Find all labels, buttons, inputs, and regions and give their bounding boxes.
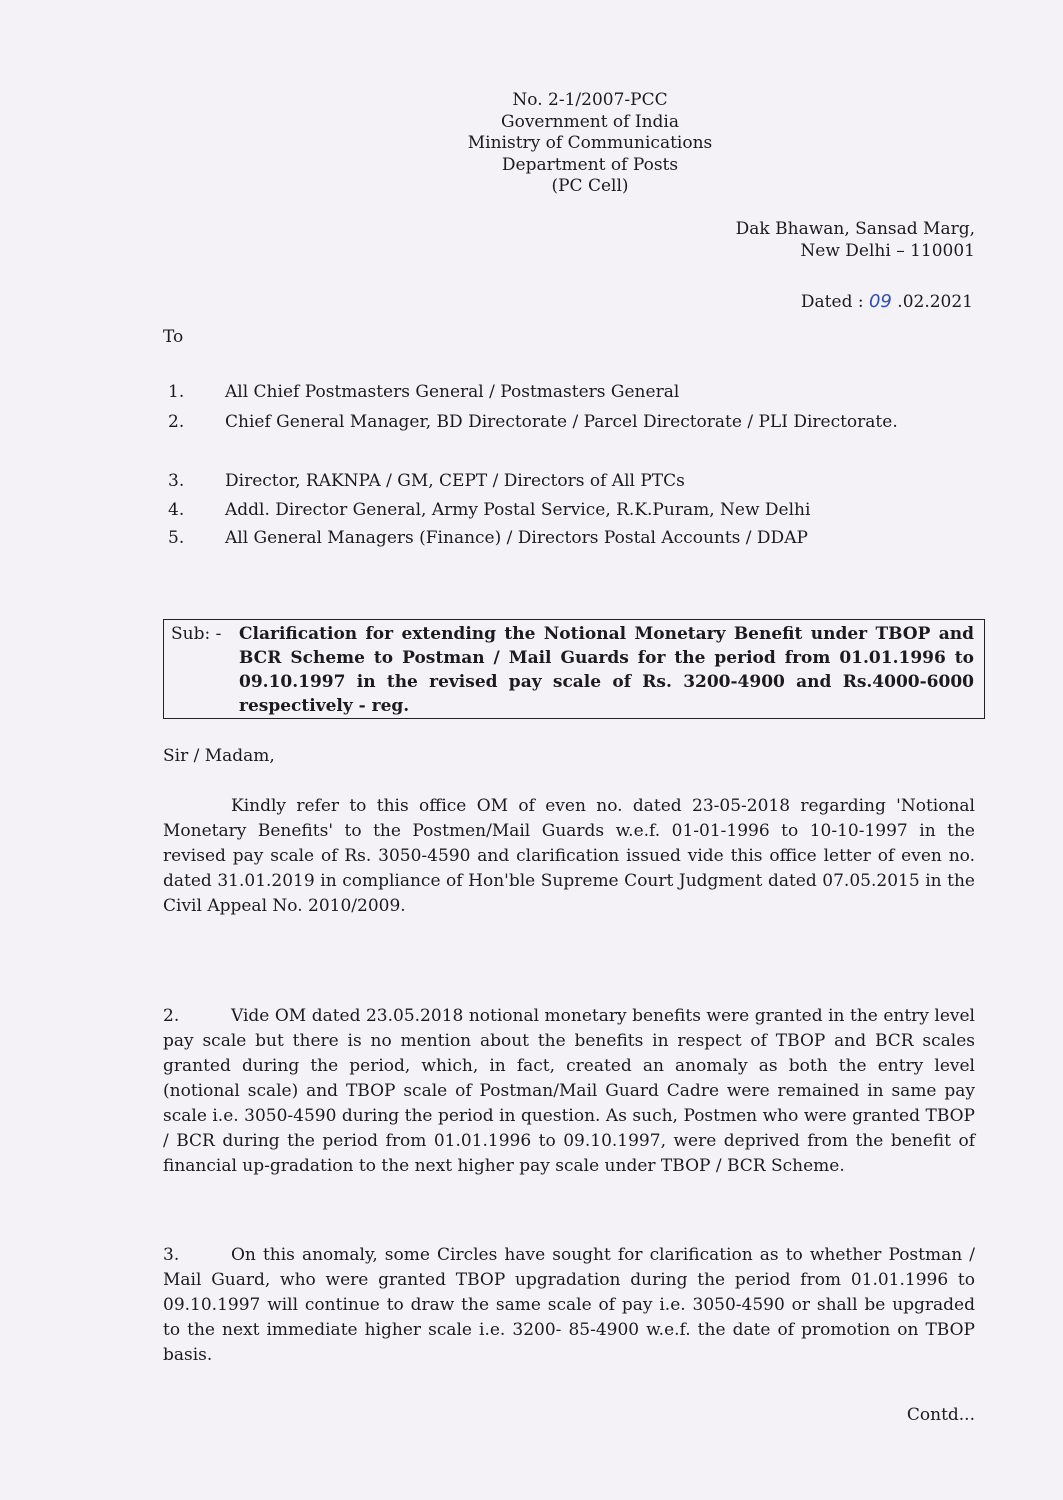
paragraph-number: 3. [163, 1245, 180, 1265]
handwritten-day: 09 [868, 291, 892, 312]
date-rest: .02.2021 [897, 292, 973, 312]
ref-number: No. 2-1/2007-PCC [512, 90, 668, 110]
contd-footer: Contd... [906, 1405, 975, 1425]
salutation: Sir / Madam, [163, 746, 275, 766]
recipient-item: 4. Addl. Director General, Army Postal Service, R.K.Puram, New Delhi [168, 500, 811, 520]
subject-box [163, 619, 985, 719]
to-label: To [163, 327, 184, 347]
letter-header [400, 90, 780, 198]
ministry-line: Ministry of Communications [467, 133, 713, 153]
paragraph-3: 3. On this anomaly, some Circles have sought for clarification as to whether Postman / Mail Guard, who were granted TBOP upgradation during the period from 01.01.1996 to 09.10.1997 will continue to draw the same scale of pay i.e. 3050-4590 or shall be upgraded to the next immediate higher scale i.e. 3200- 85-4900 w.e.f. the date of promotion on TBOP basis. [163, 1245, 975, 1365]
paragraph-1: Kindly refer to this office OM of even no. dated 23-05-2018 regarding 'Notional Monetary Benefits' to the Postmen/Mail Guards w.e.f. 01-01-1996 to 10-10-1997 in the revised pay scale of Rs. 3050-4590 and clarification issued vide this office letter of even no. dated 31.01.2019 in compliance of Hon'ble Supreme Court Judgment dated 07.05.2015 in the Civil Appeal No. 2010/2009. [163, 796, 975, 916]
date-line [801, 291, 973, 312]
government-line: Government of India [501, 111, 679, 132]
office-address [700, 218, 975, 262]
address-line-1: Dak Bhawan, Sansad Marg, [735, 219, 975, 239]
paragraph-number: 2. [163, 1006, 180, 1026]
recipient-item: 1. All Chief Postmasters General / Postmasters General [168, 382, 680, 402]
subject-text: Clarification for extending the Notional Monetary Benefit under TBOP and BCR Scheme to Postman / Mail Guards for the period from 01.01.1996 to 09.10.1997 in the revised pay scale of Rs. 3200-4900 and Rs.4000-6000 respectively - reg. [239, 624, 974, 716]
date-label: Dated : [800, 292, 864, 312]
department-line: Department of Posts [501, 154, 679, 175]
paragraph-2: 2. Vide OM dated 23.05.2018 notional monetary benefits were granted in the entry level pay scale but there is no mention about the benefits in respect of TBOP and BCR scales granted during the period, which, in fact, created an anomaly as both the entry level (notional scale) and TBOP scale of Postman/Mail Guard Cadre were remained in same pay scale i.e. 3050-4590 during the period in question. As such, Postmen who were granted TBOP / BCR during the period from 01.01.1996 to 09.10.1997, were deprived from the benefit of financial up-gradation to the next higher pay scale under TBOP / BCR Scheme. [163, 1006, 975, 1176]
subject-label: Sub: - [171, 624, 222, 644]
recipient-item: 3. Director, RAKNPA / GM, CEPT / Directors of All PTCs [168, 471, 685, 491]
address-line-2: New Delhi – 110001 [800, 241, 975, 261]
cell-line: (PC Cell) [551, 176, 629, 196]
recipient-item: 5. All General Managers (Finance) / Directors Postal Accounts / DDAP [168, 528, 808, 548]
recipient-item: 2. Chief General Manager, BD Directorate / Parcel Directorate / PLI Directorate. [168, 412, 898, 432]
